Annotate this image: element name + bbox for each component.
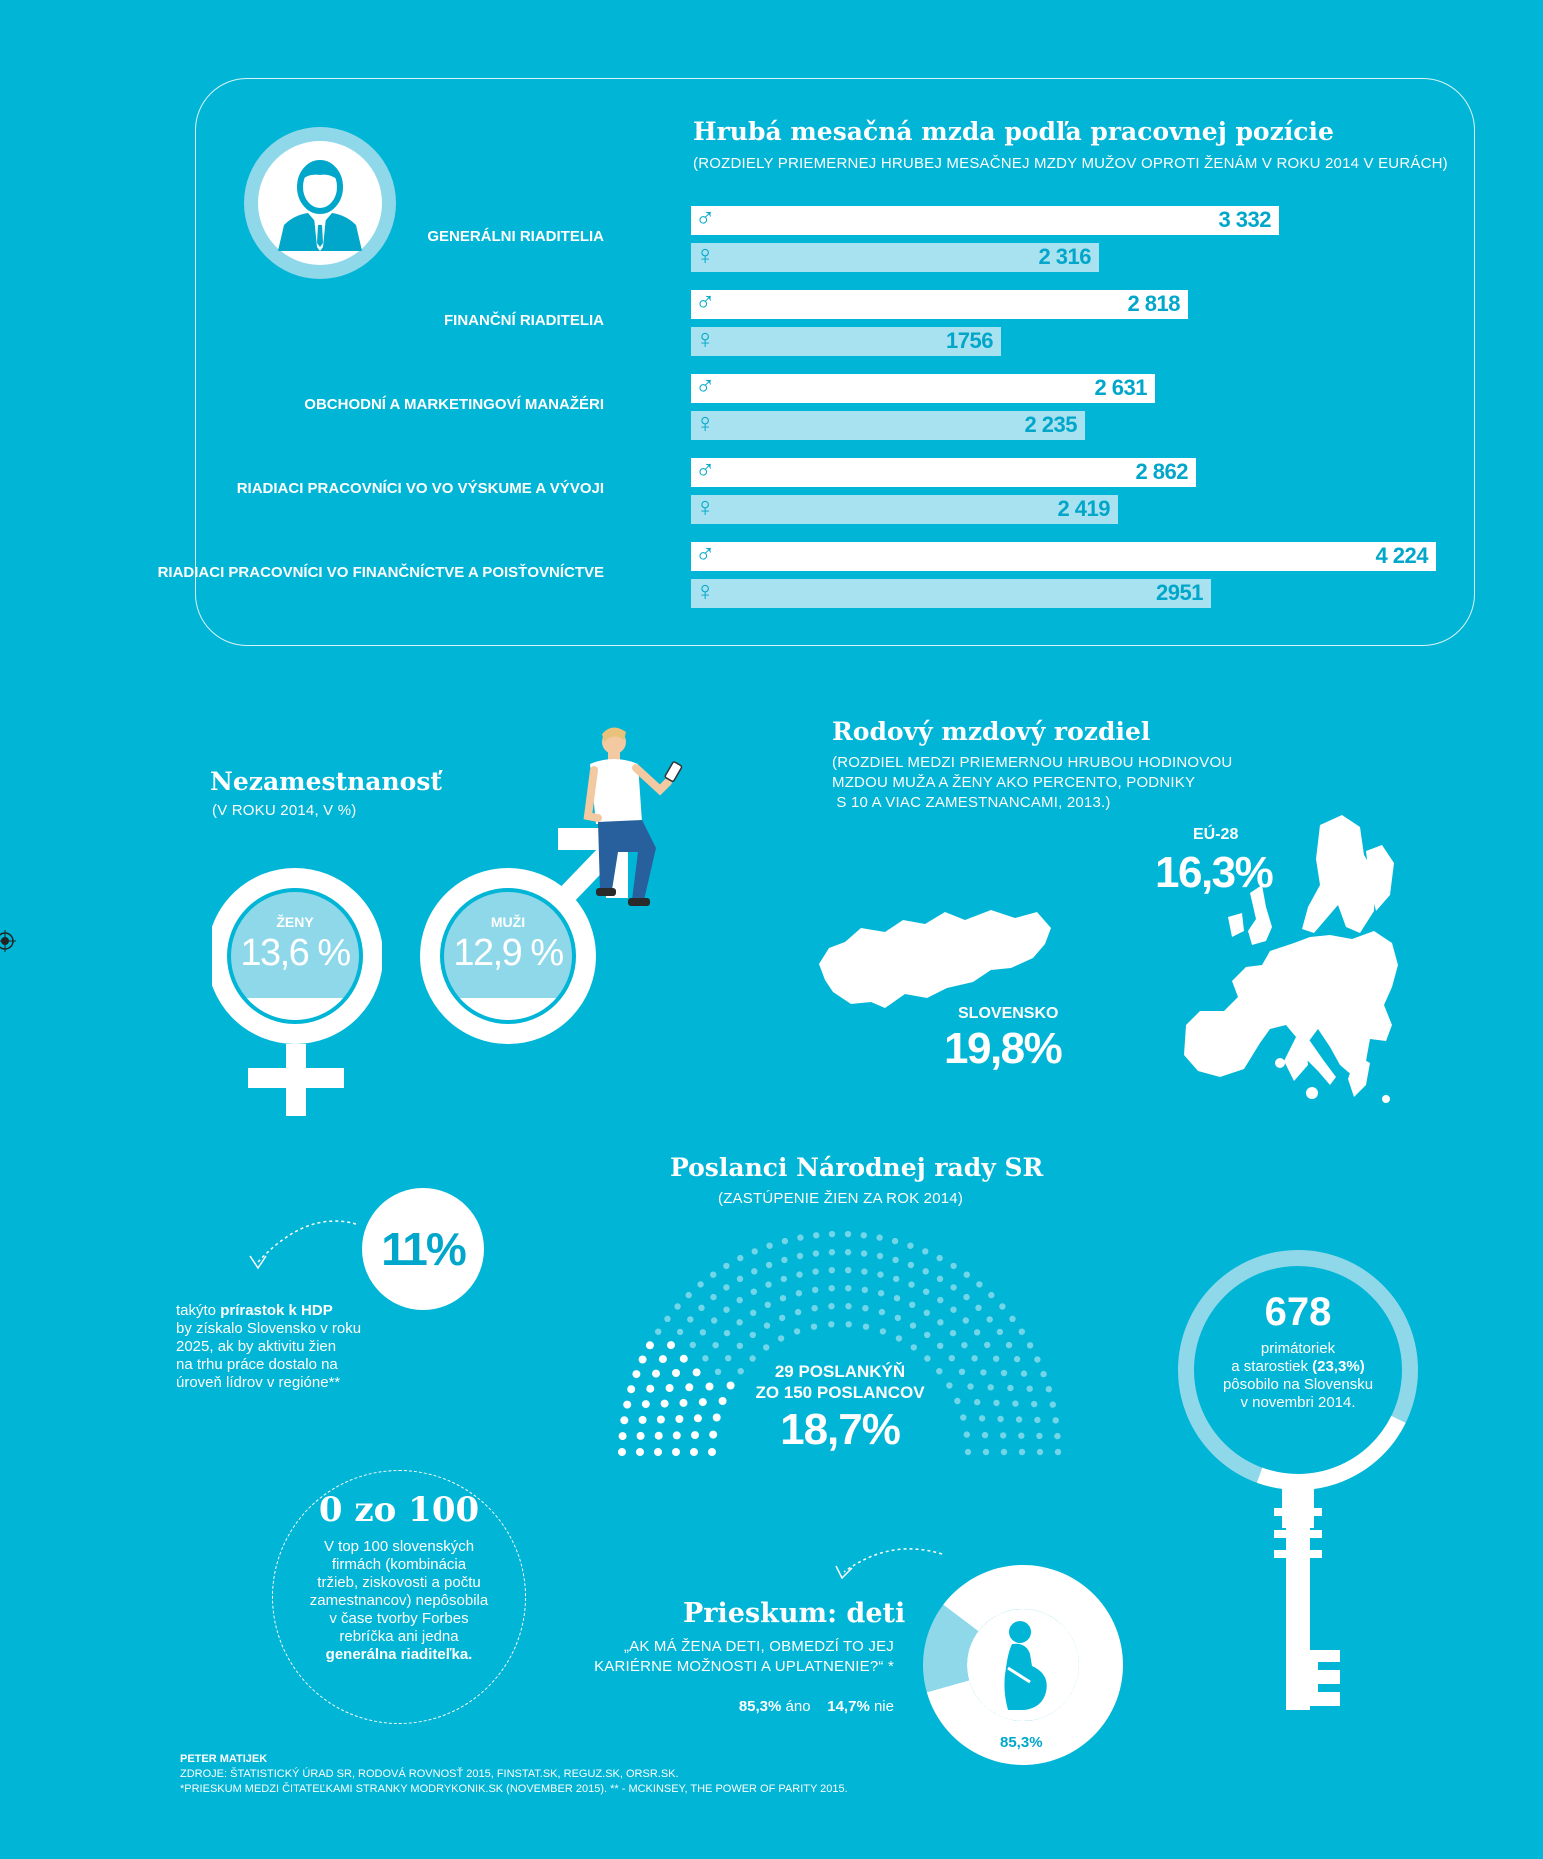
- seat-man: [796, 1271, 802, 1277]
- seat-man: [766, 1243, 772, 1249]
- seat-man: [736, 1319, 742, 1325]
- seat-man: [664, 1316, 670, 1322]
- seat-man: [845, 1249, 851, 1255]
- seat-man: [908, 1281, 914, 1287]
- seat-man: [697, 1281, 703, 1287]
- seat-man: [829, 1249, 835, 1255]
- seat-man: [690, 1342, 696, 1348]
- pay-gap-subtitle-1: (ROZDIEL MEDZI PRIEMERNOU HRUBOU HODINOVOU: [832, 754, 1233, 771]
- seat-woman: [672, 1448, 680, 1456]
- seat-man: [829, 1231, 835, 1237]
- seat-man: [1018, 1433, 1024, 1439]
- seat-man: [737, 1255, 743, 1261]
- women-value: 13,6 %: [240, 932, 350, 974]
- female-salary-value: 1756: [946, 328, 993, 353]
- seat-woman: [646, 1341, 654, 1349]
- slovakia-value: 19,8%: [944, 1024, 1062, 1073]
- seat-man: [763, 1344, 769, 1350]
- survey-title: Prieskum: deti: [683, 1598, 906, 1629]
- seat-man: [963, 1317, 969, 1323]
- seat-woman: [680, 1355, 688, 1363]
- seat-man: [724, 1330, 730, 1336]
- mayors-line-2-prefix: a starostiek: [1231, 1358, 1313, 1375]
- seat-man: [795, 1309, 801, 1315]
- seat-man: [780, 1295, 786, 1301]
- male-salary-value: 4 224: [1375, 543, 1428, 568]
- seat-man: [924, 1310, 930, 1316]
- seat-man: [829, 1267, 835, 1273]
- seat-man: [997, 1416, 1003, 1422]
- seat-man: [862, 1305, 868, 1311]
- survey-question-2: KARIÉRNE MOŽNOSTI A UPLATNENIE?“ *: [594, 1658, 894, 1675]
- seat-man: [829, 1285, 835, 1291]
- seat-man: [923, 1289, 929, 1295]
- seat-man: [1007, 1385, 1013, 1391]
- seat-man: [950, 1307, 956, 1313]
- female-symbol-icon: ♀: [695, 492, 716, 522]
- seat-man: [976, 1281, 982, 1287]
- unemployment-title: Nezamestnanosť: [210, 767, 442, 796]
- seat-man: [725, 1355, 731, 1361]
- seat-man: [797, 1253, 803, 1259]
- male-symbol-icon: ♂: [695, 455, 716, 485]
- female-symbol-icon: ♀: [695, 576, 716, 606]
- seat-man: [907, 1243, 913, 1249]
- seat-man: [700, 1329, 706, 1335]
- seat-man: [778, 1335, 784, 1341]
- pay-gap-subtitle-2: MZDOU MUŽA A ŽENY AKO PERCENTO, PODNIKY: [832, 774, 1196, 791]
- seat-man: [845, 1267, 851, 1273]
- seat-woman: [637, 1432, 645, 1440]
- survey-no-label: nie: [873, 1698, 894, 1715]
- seat-man: [737, 1297, 743, 1303]
- seat-woman: [655, 1432, 663, 1440]
- seat-man: [686, 1292, 692, 1298]
- seat-man: [880, 1328, 886, 1334]
- salary-row-label: RIADIACI PRACOVNÍCI VO VO VÝSKUME A VÝVOJI: [236, 480, 604, 497]
- seat-man: [997, 1329, 1003, 1335]
- male-salary-value: 2 631: [1094, 375, 1147, 400]
- female-salary-bar: [691, 324, 1001, 356]
- male-salary-bar: [691, 455, 1196, 487]
- seat-man: [937, 1297, 943, 1303]
- seat-woman: [657, 1416, 665, 1424]
- seat-man: [737, 1276, 743, 1282]
- seat-man: [937, 1276, 943, 1282]
- companies-line-2: firmách (kombinácia: [331, 1556, 467, 1573]
- seat-woman: [642, 1400, 650, 1408]
- seat-man: [893, 1276, 899, 1282]
- male-salary-bar: [691, 539, 1436, 571]
- male-salary-bar: [691, 203, 1279, 235]
- credits-footnote: *PRIESKUM MEDZI ČITATEĽKAMI STRANKY MODRYKONIK.SK (NOVEMBER 2015). ** - MCKINSEY, THE POWER OF PARITY 2015.: [180, 1783, 848, 1795]
- seat-man: [828, 1303, 834, 1309]
- seat-woman: [666, 1384, 674, 1392]
- seat-woman: [632, 1370, 640, 1378]
- seat-man: [813, 1232, 819, 1238]
- parliament-line-2: ZO 150 POSLANCOV: [755, 1383, 925, 1402]
- male-salary-value: 2 818: [1127, 291, 1180, 316]
- seat-man: [845, 1285, 851, 1291]
- seat-man: [845, 1303, 851, 1309]
- seat-man: [910, 1322, 916, 1328]
- male-symbol-icon: ♂: [695, 203, 716, 233]
- seat-man: [781, 1276, 787, 1282]
- survey-question-1: „AK MÁ ŽENA DETI, OBMEDZÍ TO JEJ: [623, 1638, 894, 1655]
- parliament-title: Poslanci Národnej rady SR: [670, 1153, 1044, 1182]
- seat-man: [711, 1317, 717, 1323]
- survey-legend: [594, 1698, 894, 1715]
- female-salary-bar: [691, 408, 1085, 440]
- seat-man: [750, 1332, 756, 1338]
- seat-man: [723, 1307, 729, 1313]
- seat-man: [813, 1250, 819, 1256]
- seat-man: [1000, 1432, 1006, 1438]
- seat-man: [877, 1253, 883, 1259]
- pregnant-woman-icon: [990, 1618, 1060, 1723]
- female-salary-value: 2 419: [1057, 496, 1110, 521]
- seat-woman: [619, 1432, 627, 1440]
- seat-man: [1034, 1356, 1040, 1362]
- female-symbol-icon: ♀: [695, 240, 716, 270]
- seat-man: [674, 1303, 680, 1309]
- seat-woman: [623, 1401, 631, 1409]
- pay-gap-title: Rodový mzdový rozdiel: [832, 717, 1151, 746]
- companies-text: [272, 1538, 526, 1664]
- female-salary-bar: [691, 576, 1211, 608]
- credits-sources: ZDROJE: ŠTATISTICKÝ ÚRAD SR, RODOVÁ ROVNOSŤ 2015, FINSTAT.SK, REGUZ.SK, ORSR.SK.: [180, 1768, 679, 1780]
- seat-man: [1014, 1356, 1020, 1362]
- mayors-line-4: v novembri 2014.: [1240, 1394, 1356, 1411]
- male-symbol-icon: ♂: [695, 287, 716, 317]
- female-salary-bar: [691, 240, 1099, 272]
- seat-man: [950, 1284, 956, 1290]
- seat-man: [950, 1263, 956, 1269]
- seat-man: [765, 1302, 771, 1308]
- seat-man: [764, 1322, 770, 1328]
- seat-man: [974, 1329, 980, 1335]
- companies-title: 0 zo 100: [318, 1490, 480, 1530]
- seat-man: [1050, 1401, 1056, 1407]
- credits: [180, 1752, 848, 1797]
- salary-row-label: OBCHODNÍ A MARKETINGOVÍ MANAŽÉRI: [304, 396, 604, 413]
- seat-man: [710, 1272, 716, 1278]
- seat-man: [655, 1329, 661, 1335]
- survey-chart-yes: 85,3%: [1000, 1734, 1043, 1751]
- seat-man: [751, 1289, 757, 1295]
- parliament-line-1: 29 POSLANKÝŇ: [774, 1362, 906, 1381]
- seat-man: [1034, 1417, 1040, 1423]
- female-salary-value: 2951: [1156, 580, 1203, 605]
- female-symbol-icon: [212, 858, 382, 1123]
- seat-man: [796, 1290, 802, 1296]
- mayors-line-2-bold: (23,3%): [1312, 1358, 1365, 1375]
- seat-woman: [636, 1448, 644, 1456]
- seat-woman: [672, 1369, 680, 1377]
- seat-woman: [673, 1431, 681, 1439]
- seat-man: [863, 1324, 869, 1330]
- seat-man: [1036, 1433, 1042, 1439]
- seat-woman: [646, 1385, 654, 1393]
- curved-arrow-icon: [246, 1214, 366, 1289]
- mayors-text: [1198, 1340, 1398, 1412]
- seat-man: [861, 1268, 867, 1274]
- male-salary-bar: [691, 287, 1188, 319]
- male-salary-bar: [691, 371, 1155, 403]
- seat-man: [892, 1238, 898, 1244]
- companies-bold-line: generálna riaditeľka.: [325, 1646, 473, 1663]
- seat-man: [1016, 1416, 1022, 1422]
- seat-man: [1006, 1342, 1012, 1348]
- seat-man: [1019, 1449, 1025, 1455]
- seat-man: [964, 1272, 970, 1278]
- pay-gap-subtitle-3: S 10 A VIAC ZAMESTNANCAMI, 2013.): [832, 794, 1111, 811]
- seat-man: [878, 1290, 884, 1296]
- companies-line-3: tržieb, ziskovosti a počtu: [317, 1574, 481, 1591]
- men-label: MUŽI: [490, 914, 526, 930]
- seat-man: [737, 1343, 743, 1349]
- salary-row-label: FINANČNÍ RIADITELIA: [444, 312, 604, 329]
- seat-man: [937, 1255, 943, 1261]
- seat-woman: [620, 1416, 628, 1424]
- seat-man: [911, 1344, 917, 1350]
- seat-man: [975, 1305, 981, 1311]
- seat-man: [922, 1248, 928, 1254]
- female-symbol-icon: ♀: [695, 324, 716, 354]
- seat-man: [924, 1355, 930, 1361]
- male-salary-value: 2 862: [1135, 459, 1188, 484]
- seat-man: [752, 1248, 758, 1254]
- men-value: 12,9 %: [453, 932, 563, 974]
- seat-woman: [652, 1370, 660, 1378]
- seat-man: [999, 1303, 1005, 1309]
- seat-woman: [654, 1448, 662, 1456]
- seat-woman: [659, 1355, 667, 1363]
- credits-author: PETER MATIJEK: [180, 1753, 268, 1765]
- seat-man: [895, 1315, 901, 1321]
- seat-man: [971, 1355, 977, 1361]
- seat-man: [949, 1355, 955, 1361]
- seat-man: [896, 1335, 902, 1341]
- female-salary-bar: [691, 492, 1118, 524]
- gdp-value: 11%: [381, 1223, 465, 1275]
- male-salary-value: 3 332: [1218, 207, 1271, 232]
- seat-man: [879, 1309, 885, 1315]
- seat-man: [908, 1262, 914, 1268]
- mayors-line-1: primátoriek: [1260, 1340, 1336, 1357]
- female-salary-value: 2 316: [1038, 244, 1091, 269]
- female-symbol-icon: ♀: [695, 408, 716, 438]
- seat-man: [812, 1287, 818, 1293]
- seat-man: [1037, 1449, 1043, 1455]
- seat-man: [993, 1356, 999, 1362]
- seat-man: [677, 1329, 683, 1335]
- seat-man: [794, 1328, 800, 1334]
- female-salary-value: 2 235: [1024, 412, 1077, 437]
- survey-yes-pct: 85,3%: [738, 1698, 782, 1715]
- seat-man: [1027, 1342, 1033, 1348]
- parliament-value: 18,7%: [780, 1405, 900, 1454]
- seat-woman: [627, 1385, 635, 1393]
- gdp-text: [176, 1302, 376, 1392]
- seat-man: [988, 1292, 994, 1298]
- unemployment-subtitle: (V ROKU 2014, V %): [212, 802, 357, 819]
- gdp-text-line-1: by získalo Slovensko v roku: [176, 1320, 362, 1337]
- salary-panel: [157, 78, 1475, 646]
- seat-man: [779, 1315, 785, 1321]
- seat-man: [811, 1324, 817, 1330]
- man-with-phone-illustration: [572, 720, 712, 925]
- mayors-share-arc: [1260, 1419, 1399, 1482]
- seat-man: [1031, 1401, 1037, 1407]
- seat-man: [1027, 1386, 1033, 1392]
- mayors-line-3: pôsobilo na Slovensku: [1222, 1376, 1374, 1393]
- seat-man: [923, 1268, 929, 1274]
- seat-man: [1019, 1329, 1025, 1335]
- seat-man: [862, 1287, 868, 1293]
- seat-man: [877, 1271, 883, 1277]
- seat-woman: [675, 1415, 683, 1423]
- gdp-text-line-3: na trhu práce dostalo na: [176, 1356, 338, 1373]
- seat-man: [1021, 1370, 1027, 1376]
- gdp-text-line-2: 2025, ak by aktivitu žien: [176, 1338, 337, 1355]
- manager-icon: [244, 127, 396, 284]
- seat-man: [1046, 1386, 1052, 1392]
- seat-man: [712, 1342, 718, 1348]
- seat-man: [961, 1342, 967, 1348]
- seat-man: [812, 1268, 818, 1274]
- seat-man: [861, 1250, 867, 1256]
- seat-man: [811, 1305, 817, 1311]
- seat-man: [1054, 1433, 1060, 1439]
- seat-woman: [639, 1416, 647, 1424]
- seat-man: [1001, 1449, 1007, 1455]
- survey-chart-no: 14,7%: [963, 1590, 1006, 1607]
- seat-woman: [639, 1356, 647, 1364]
- seat-man: [828, 1321, 834, 1327]
- survey-yes-label: áno: [785, 1698, 811, 1715]
- seat-man: [1009, 1316, 1015, 1322]
- women-label: ŽENY: [276, 914, 314, 930]
- seat-man: [909, 1302, 915, 1308]
- companies-line-6: rebríčka ani jedna: [339, 1628, 459, 1645]
- seat-man: [797, 1234, 803, 1240]
- salary-row-label: RIADIACI PRACOVNÍCI VO FINANČNÍCTVE A POISŤOVNÍCTVE: [157, 564, 604, 581]
- seat-man: [782, 1238, 788, 1244]
- seat-woman: [680, 1399, 688, 1407]
- seat-man: [687, 1316, 693, 1322]
- seat-man: [1053, 1417, 1059, 1423]
- seat-man: [937, 1343, 943, 1349]
- seat-man: [750, 1310, 756, 1316]
- eu-label: EÚ-28: [1193, 826, 1239, 843]
- salary-title: Hrubá mesačná mzda podľa pracovnej pozície: [693, 117, 1334, 146]
- seat-man: [765, 1281, 771, 1287]
- seat-woman: [661, 1400, 669, 1408]
- seat-woman: [618, 1448, 626, 1456]
- seat-man: [723, 1263, 729, 1269]
- seat-man: [710, 1294, 716, 1300]
- seat-man: [892, 1257, 898, 1263]
- mayors-value: 678: [1264, 1290, 1332, 1334]
- slovakia-label: SLOVENSKO: [958, 1005, 1059, 1022]
- seat-man: [894, 1295, 900, 1301]
- male-symbol-icon: ♂: [695, 371, 716, 401]
- gdp-text-bold: prírastok k HDP: [220, 1302, 333, 1319]
- seat-man: [950, 1330, 956, 1336]
- seat-man: [845, 1231, 851, 1237]
- seat-man: [1055, 1449, 1061, 1455]
- eu-value: 16,3%: [1155, 848, 1273, 897]
- registration-mark-icon: [0, 930, 16, 957]
- seat-man: [1001, 1370, 1007, 1376]
- seat-man: [1040, 1371, 1046, 1377]
- seat-man: [751, 1268, 757, 1274]
- companies-line-4: zamestnancov) nepôsobila: [309, 1592, 489, 1609]
- companies-line-1: V top 100 slovenských: [323, 1538, 475, 1555]
- seat-man: [987, 1316, 993, 1322]
- seat-man: [963, 1294, 969, 1300]
- seat-man: [766, 1262, 772, 1268]
- male-symbol-icon: ♂: [695, 539, 716, 569]
- gdp-text-line-4: úroveň lídrov v regióne**: [176, 1374, 341, 1391]
- salary-row-label: GENERÁLNI RIADITELIA: [427, 228, 604, 245]
- gdp-text-prefix: takýto: [176, 1302, 221, 1319]
- seat-man: [749, 1355, 755, 1361]
- companies-line-5: v čase tvorby Forbes: [329, 1610, 469, 1627]
- seat-woman: [667, 1341, 675, 1349]
- seat-man: [984, 1342, 990, 1348]
- seat-man: [924, 1332, 930, 1338]
- seat-man: [702, 1355, 708, 1361]
- seat-man: [1012, 1400, 1018, 1406]
- parliament-subtitle: (ZASTÚPENIE ŽIEN ZA ROK 2014): [718, 1190, 964, 1207]
- seat-man: [781, 1257, 787, 1263]
- seat-man: [723, 1284, 729, 1290]
- seat-man: [937, 1319, 943, 1325]
- seat-man: [876, 1234, 882, 1240]
- survey-no-pct: 14,7%: [827, 1698, 870, 1715]
- seat-man: [698, 1305, 704, 1311]
- seat-man: [846, 1321, 852, 1327]
- seat-man: [861, 1232, 867, 1238]
- seat-man: [993, 1400, 999, 1406]
- salary-subtitle: (ROZDIELY PRIEMERNEJ HRUBEJ MESAČNEJ MZDY MUŽOV OPROTI ŽENÁM V ROKU 2014 V EURÁCH): [693, 155, 1448, 172]
